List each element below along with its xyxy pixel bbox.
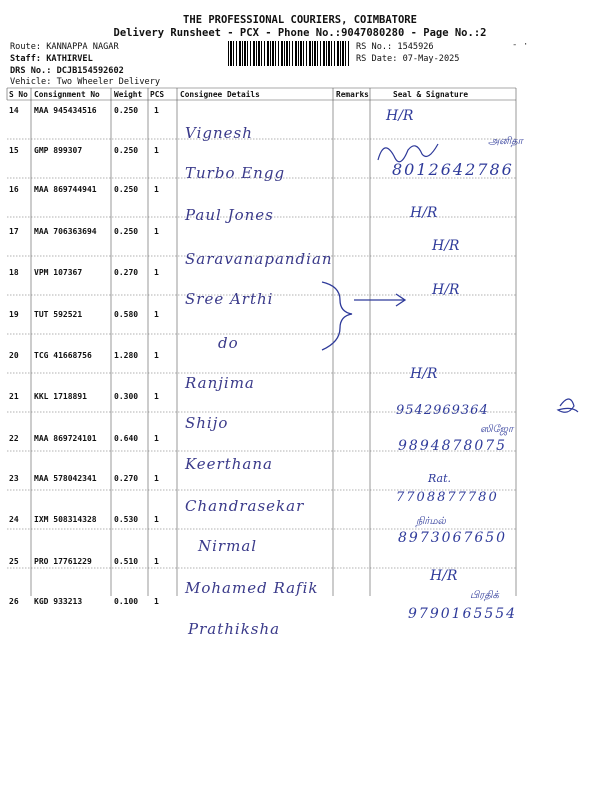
row-consignment-no: MAA 578042341 <box>34 474 97 483</box>
col-header-weight: Weight <box>114 90 143 99</box>
row-weight: 0.250 <box>114 146 139 155</box>
signature-phone: 8973067650 <box>398 530 508 546</box>
row-consignment-no: TCG 41668756 <box>34 351 92 360</box>
row-sno: 25 <box>9 557 19 566</box>
row-sno: 21 <box>9 392 19 401</box>
row-consignment-no: MAA 869724101 <box>34 434 97 443</box>
row-pcs: 1 <box>154 146 159 155</box>
rs-date-label: RS Date: 07-May-2025 <box>356 54 460 64</box>
row-pcs: 1 <box>154 597 159 606</box>
company-title: THE PROFESSIONAL COURIERS, COIMBATORE <box>183 14 417 26</box>
consignee-name: Ranjima <box>185 374 255 392</box>
drs-label: DRS No.: DCJB154592602 <box>10 66 124 76</box>
signature-phone: 7708877780 <box>396 490 499 505</box>
signature-label: Rat. <box>428 472 452 485</box>
row-sno: 19 <box>9 310 19 319</box>
row-consignment-no: KGD 933213 <box>34 597 83 606</box>
col-header-seal: Seal & Signature <box>393 90 469 99</box>
col-header-sno: S No <box>9 90 28 99</box>
consignee-name: Turbo Engg <box>185 164 286 182</box>
row-sno: 20 <box>9 351 19 360</box>
row-sno: 24 <box>9 515 19 524</box>
vehicle-label: Vehicle: Two Wheeler Delivery <box>10 77 161 87</box>
consignee-name: Nirmal <box>198 537 258 555</box>
row-consignment-no: TUT 592521 <box>34 310 83 319</box>
staff-label: Staff: KATHIRVEL <box>10 54 93 64</box>
route-label: Route: KANNAPPA NAGAR <box>10 42 119 52</box>
row-pcs: 1 <box>154 351 159 360</box>
consignee-name: Vignesh <box>185 124 253 142</box>
row-consignment-no: KKL 1718891 <box>34 392 87 401</box>
row-sno: 22 <box>9 434 19 443</box>
row-weight: 0.640 <box>114 434 139 443</box>
row-weight: 0.300 <box>114 392 139 401</box>
consignee-name: Mohamed Rafik <box>185 579 319 597</box>
row-consignment-no: GMP 899307 <box>34 146 83 155</box>
signature-phone: 8012642786 <box>392 160 514 179</box>
row-pcs: 1 <box>154 227 159 236</box>
col-header-pcs: PCS <box>150 90 165 99</box>
signature-name: பிரதிக் <box>470 590 499 601</box>
row-sno: 26 <box>9 597 19 606</box>
row-weight: 0.250 <box>114 185 139 194</box>
col-header-consignment: Consignment No <box>34 90 100 99</box>
row-consignment-no: IXM 508314328 <box>34 515 97 524</box>
signature-phone: 9790165554 <box>408 606 518 622</box>
consignee-name: do <box>218 334 239 352</box>
signature-hr: H/R <box>410 205 438 221</box>
row-pcs: 1 <box>154 106 159 115</box>
row-weight: 0.510 <box>114 557 139 566</box>
consignee-name: Saravanapandian <box>185 250 333 268</box>
signature-phone: 9894878075 <box>398 438 508 454</box>
signature-hr: H/R <box>386 108 414 124</box>
row-consignment-no: MAA 945434516 <box>34 106 97 115</box>
row-pcs: 1 <box>154 434 159 443</box>
row-sno: 18 <box>9 268 19 277</box>
row-weight: 0.250 <box>114 227 139 236</box>
row-consignment-no: VPM 107367 <box>34 268 83 277</box>
row-weight: 0.100 <box>114 597 139 606</box>
signature-name: ஸிஜோ <box>480 424 514 435</box>
runsheet-subtitle: Delivery Runsheet - PCX - Phone No.:9047080280 - Page No.:2 <box>113 27 487 39</box>
row-sno: 16 <box>9 185 19 194</box>
row-consignment-no: PRO 17761229 <box>34 557 92 566</box>
row-sno: 23 <box>9 474 19 483</box>
row-weight: 0.250 <box>114 106 139 115</box>
row-sno: 15 <box>9 146 19 155</box>
col-header-consignee: Consignee Details <box>180 90 260 99</box>
consignee-name: Prathiksha <box>188 620 281 638</box>
consignee-name: Chandrasekar <box>185 497 305 515</box>
row-pcs: 1 <box>154 515 159 524</box>
row-pcs: 1 <box>154 268 159 277</box>
consignee-name: Paul Jones <box>185 206 274 224</box>
row-sno: 14 <box>9 106 19 115</box>
row-weight: 0.270 <box>114 268 139 277</box>
row-consignment-no: MAA 706363694 <box>34 227 97 236</box>
consignee-name: Keerthana <box>185 455 273 473</box>
signature-hr: H/R <box>432 282 460 298</box>
row-weight: 1.280 <box>114 351 139 360</box>
rs-no-label: RS No.: 1545926 <box>356 42 434 52</box>
row-pcs: 1 <box>154 185 159 194</box>
signature-hr: H/R <box>410 366 438 382</box>
row-weight: 0.530 <box>114 515 139 524</box>
signature-name: அனிதா <box>488 136 523 147</box>
col-header-remarks: Remarks <box>336 90 369 99</box>
row-pcs: 1 <box>154 392 159 401</box>
row-sno: 17 <box>9 227 19 236</box>
row-pcs: 1 <box>154 474 159 483</box>
signature-hr: H/R <box>430 568 458 584</box>
consignee-name: Shijo <box>185 414 229 432</box>
stray-mark-icon: - · <box>512 40 529 50</box>
row-consignment-no: MAA 869744941 <box>34 185 97 194</box>
row-weight: 0.270 <box>114 474 139 483</box>
row-pcs: 1 <box>154 310 159 319</box>
row-weight: 0.580 <box>114 310 139 319</box>
signature-phone: 9542969364 <box>396 403 489 418</box>
consignee-name: Sree Arthi <box>185 290 274 308</box>
row-pcs: 1 <box>154 557 159 566</box>
signature-hr: H/R <box>432 238 460 254</box>
signature-name: நிர்மல் <box>416 516 446 527</box>
